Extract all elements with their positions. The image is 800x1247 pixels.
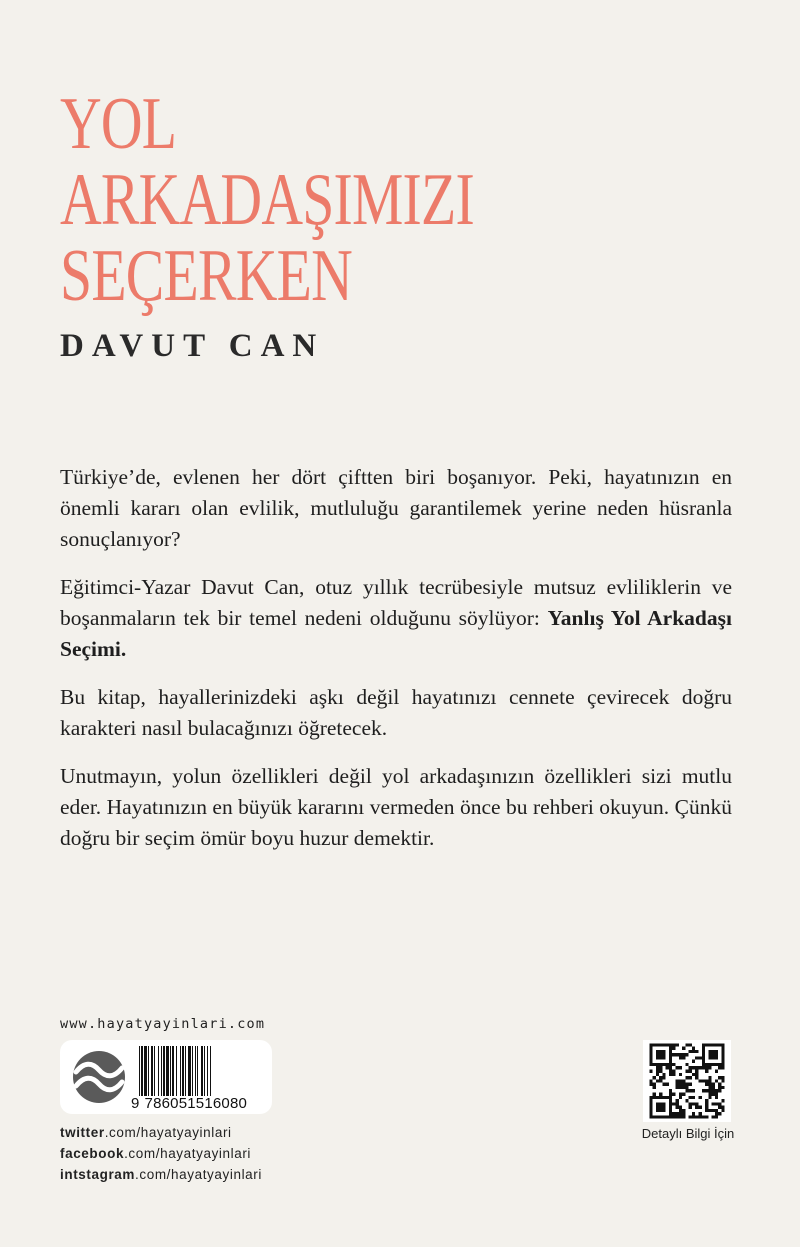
blurb-paragraph-1: Türkiye’de, evlenen her dört çiftten biri boşanıyor. Peki, hayatınızın en önemli kararı olan evlilik, mutluluğu garantilemek yerine neden hüsranla sonuçlanıyor? [60, 465, 732, 551]
book-title-line-2: ARKADAŞIMIZI [60, 159, 474, 241]
back-cover-blurb [60, 462, 732, 871]
social-links [60, 1122, 262, 1185]
blurb-paragraph-2-text: Eğitimci-Yazar Davut Can, otuz yıllık tecrübesiyle mutsuz evliliklerin ve boşanmaların tek bir temel nedeni olduğunu söylüyor: [60, 575, 732, 630]
barcode-panel [60, 1040, 272, 1114]
qr-caption: Detaylı Bilgi İçin [641, 1126, 735, 1141]
social-link-twitter[interactable]: twitter.com/hayatyayinlari [60, 1125, 232, 1140]
isbn-first-digit: 9 [131, 1095, 140, 1112]
blurb-paragraph-3: Bu kitap, hayallerinizdeki aşkı değil hayatınızı cennete çevirecek doğru karakteri nasıl bulacağınızı öğretecek. [60, 685, 732, 740]
book-title-line-1: YOL [60, 83, 177, 165]
isbn-digits: 786051516080 [144, 1095, 248, 1112]
qr-code-icon[interactable] [643, 1040, 731, 1122]
blurb-paragraph-2 [60, 572, 732, 665]
book-title [60, 83, 474, 317]
isbn-barcode [138, 1046, 264, 1096]
social-link-facebook[interactable]: facebook.com/hayatyayinlari [60, 1146, 252, 1161]
book-title-line-3: SEÇERKEN [60, 235, 353, 317]
social-link-instagram[interactable]: intstagram.com/hayatyayinlari [60, 1167, 262, 1182]
publisher-wave-logo-icon [72, 1050, 126, 1104]
author-name: DAVUT CAN [60, 328, 325, 364]
blurb-paragraph-2-emphasis: Yanlış Yol Arkadaşı Seçimi. [60, 606, 732, 661]
blurb-paragraph-4: Unutmayın, yolun özellikleri değil yol arkadaşınızın özellikleri sizi mutlu eder. Hayatınızın en büyük kararını vermeden önce bu rehberi okuyun. Çünkü doğru bir seçim ömür boyu huzur demektir. [60, 764, 732, 850]
isbn-number [131, 1095, 247, 1112]
publisher-website: www.hayatyayinlari.com [60, 1016, 266, 1032]
